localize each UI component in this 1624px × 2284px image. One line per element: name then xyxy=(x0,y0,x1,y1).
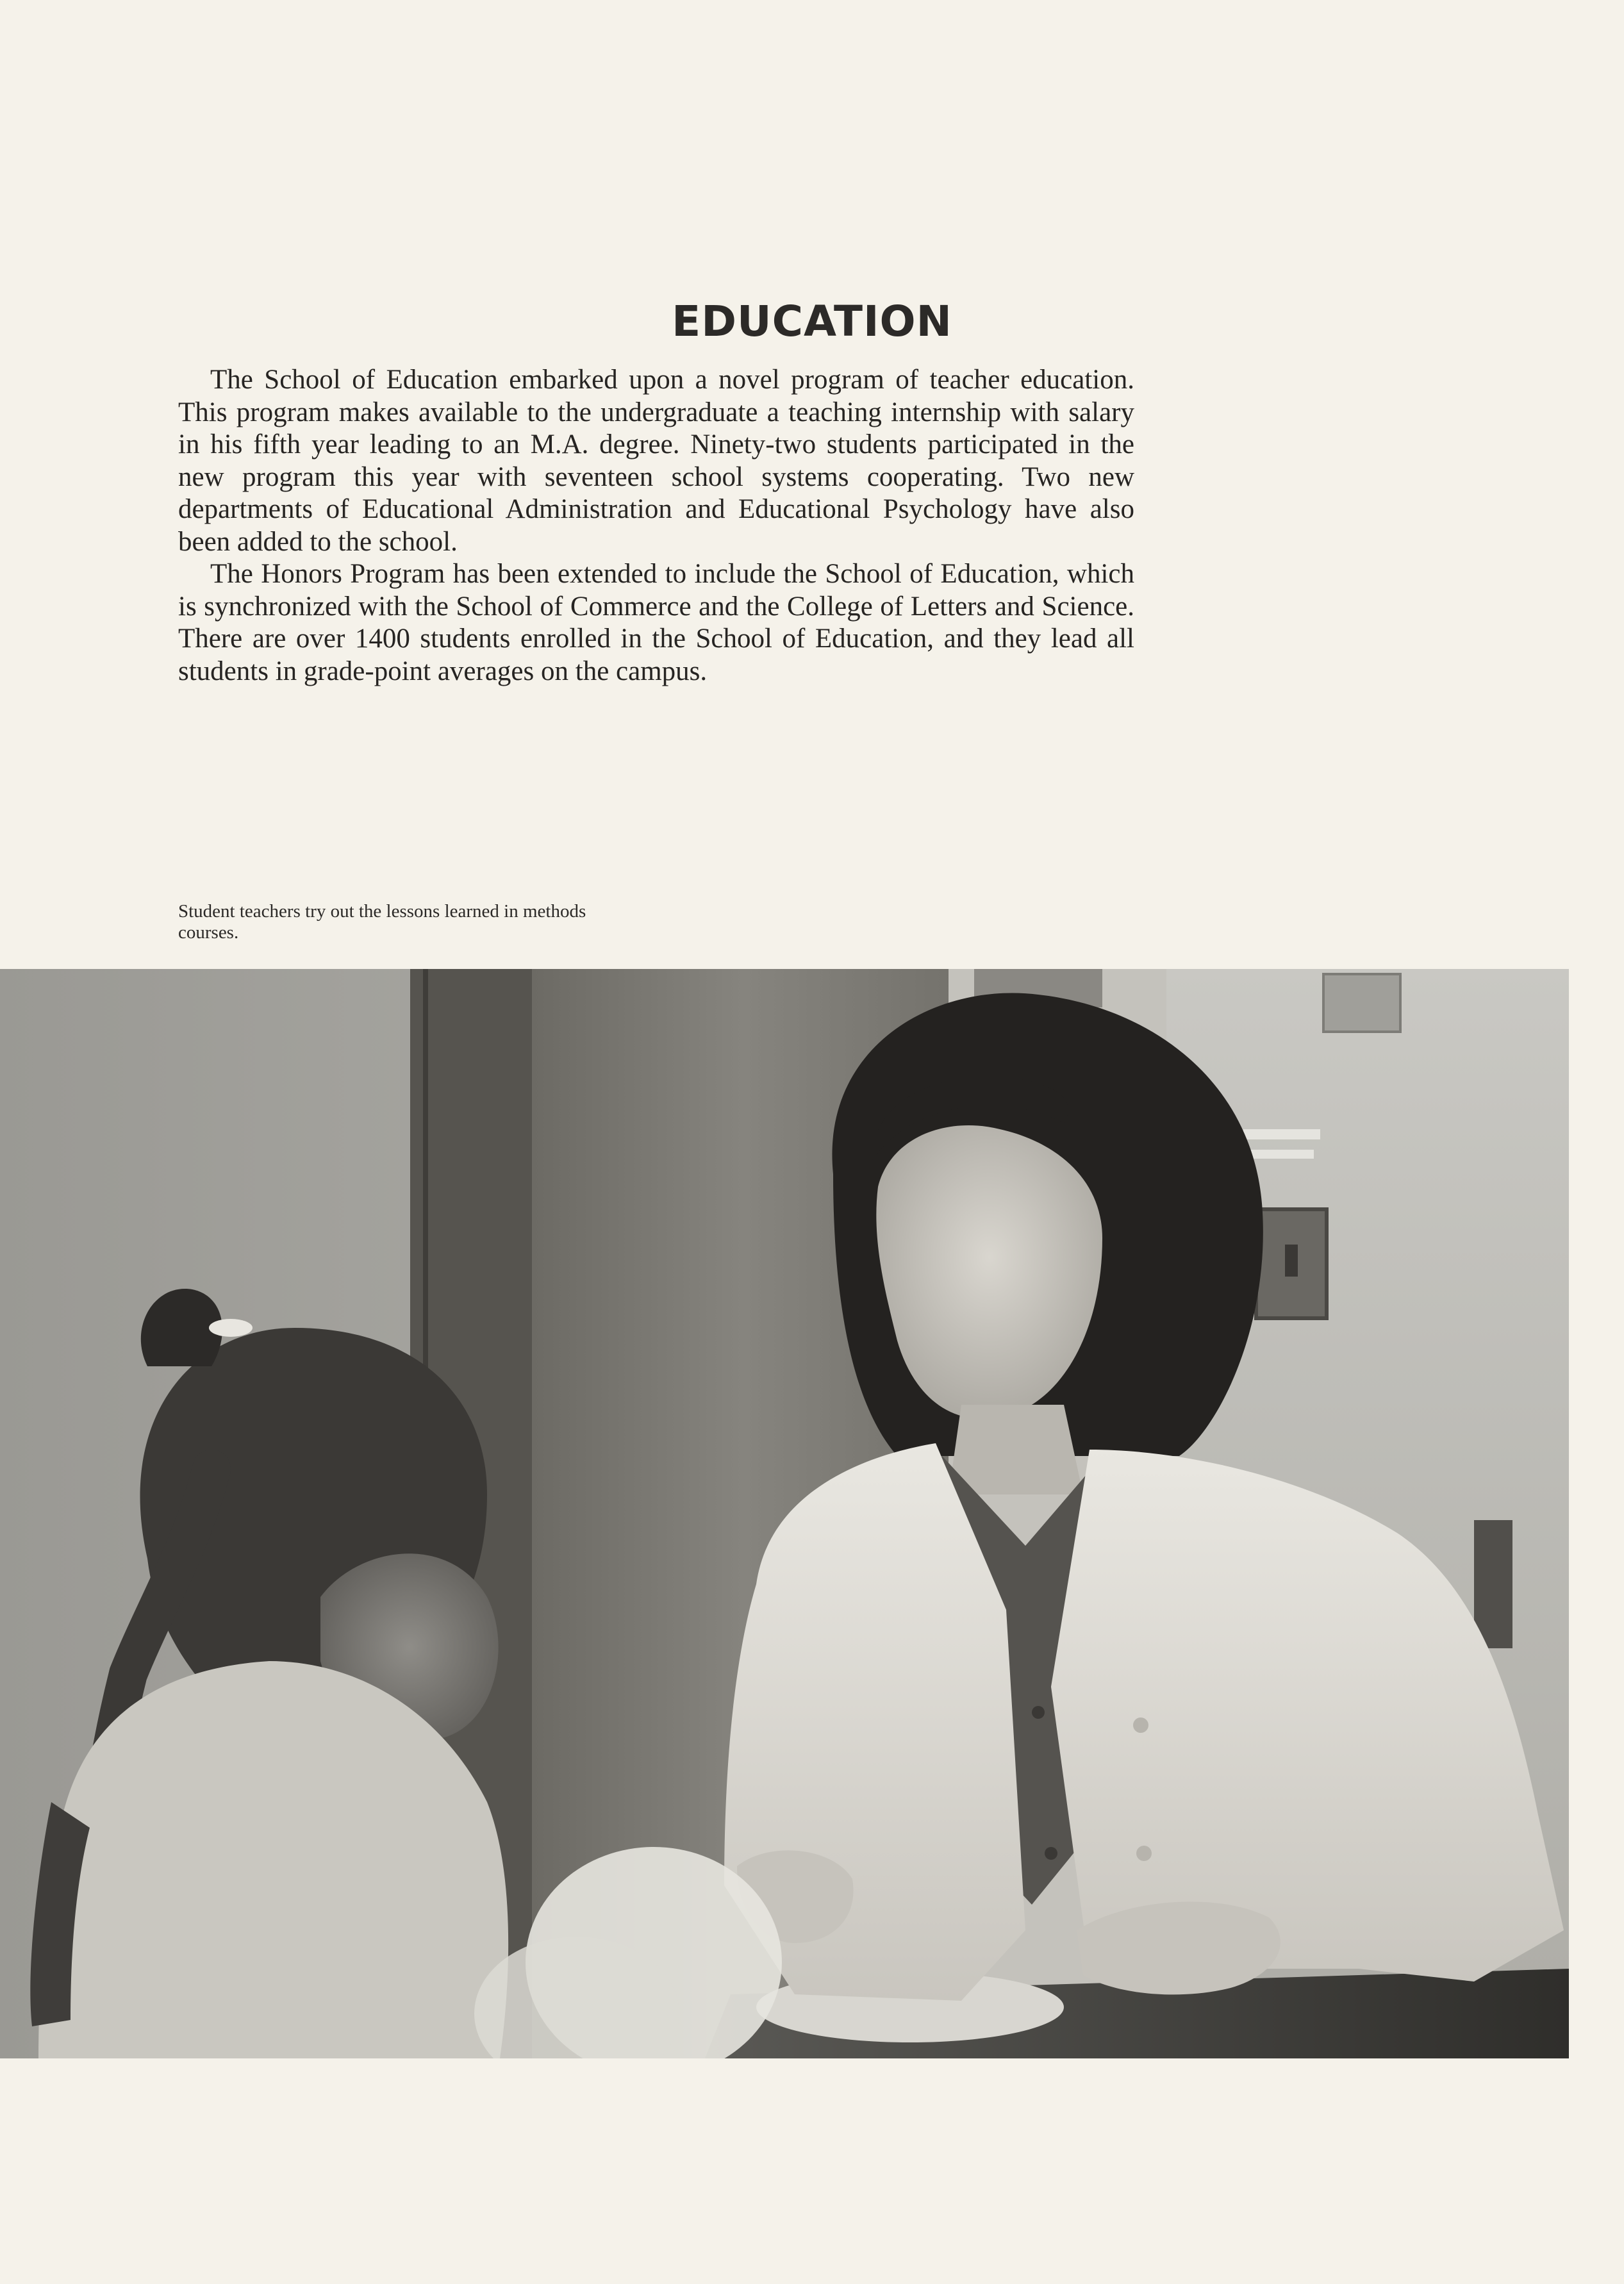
paragraph-2: The Honors Program has been extended to include the School of Education, which is synchronized with the School of Commerce and the College of Letters and Science. There are over 1400 students enrolled in the School of Education, and they lead all students in grade-point averages on the campus. xyxy=(178,559,1134,686)
photo-caption: Student teachers try out the lessons learned in methods courses. xyxy=(178,901,586,943)
section-heading: EDUCATION xyxy=(672,297,952,346)
body-text xyxy=(178,364,1134,688)
teacher-child-photo xyxy=(0,969,1569,2058)
paragraph-1: The School of Education embarked upon a novel program of teacher education. This program makes available to the undergraduate a teaching internship with salary in his fifth year leading to an M.A. degree. Ninety-two students participated in the new program this year with seventeen school systems cooperating. Two new departments of Educational Administration and Educational Psychology have also been added to the school. xyxy=(178,365,1134,557)
